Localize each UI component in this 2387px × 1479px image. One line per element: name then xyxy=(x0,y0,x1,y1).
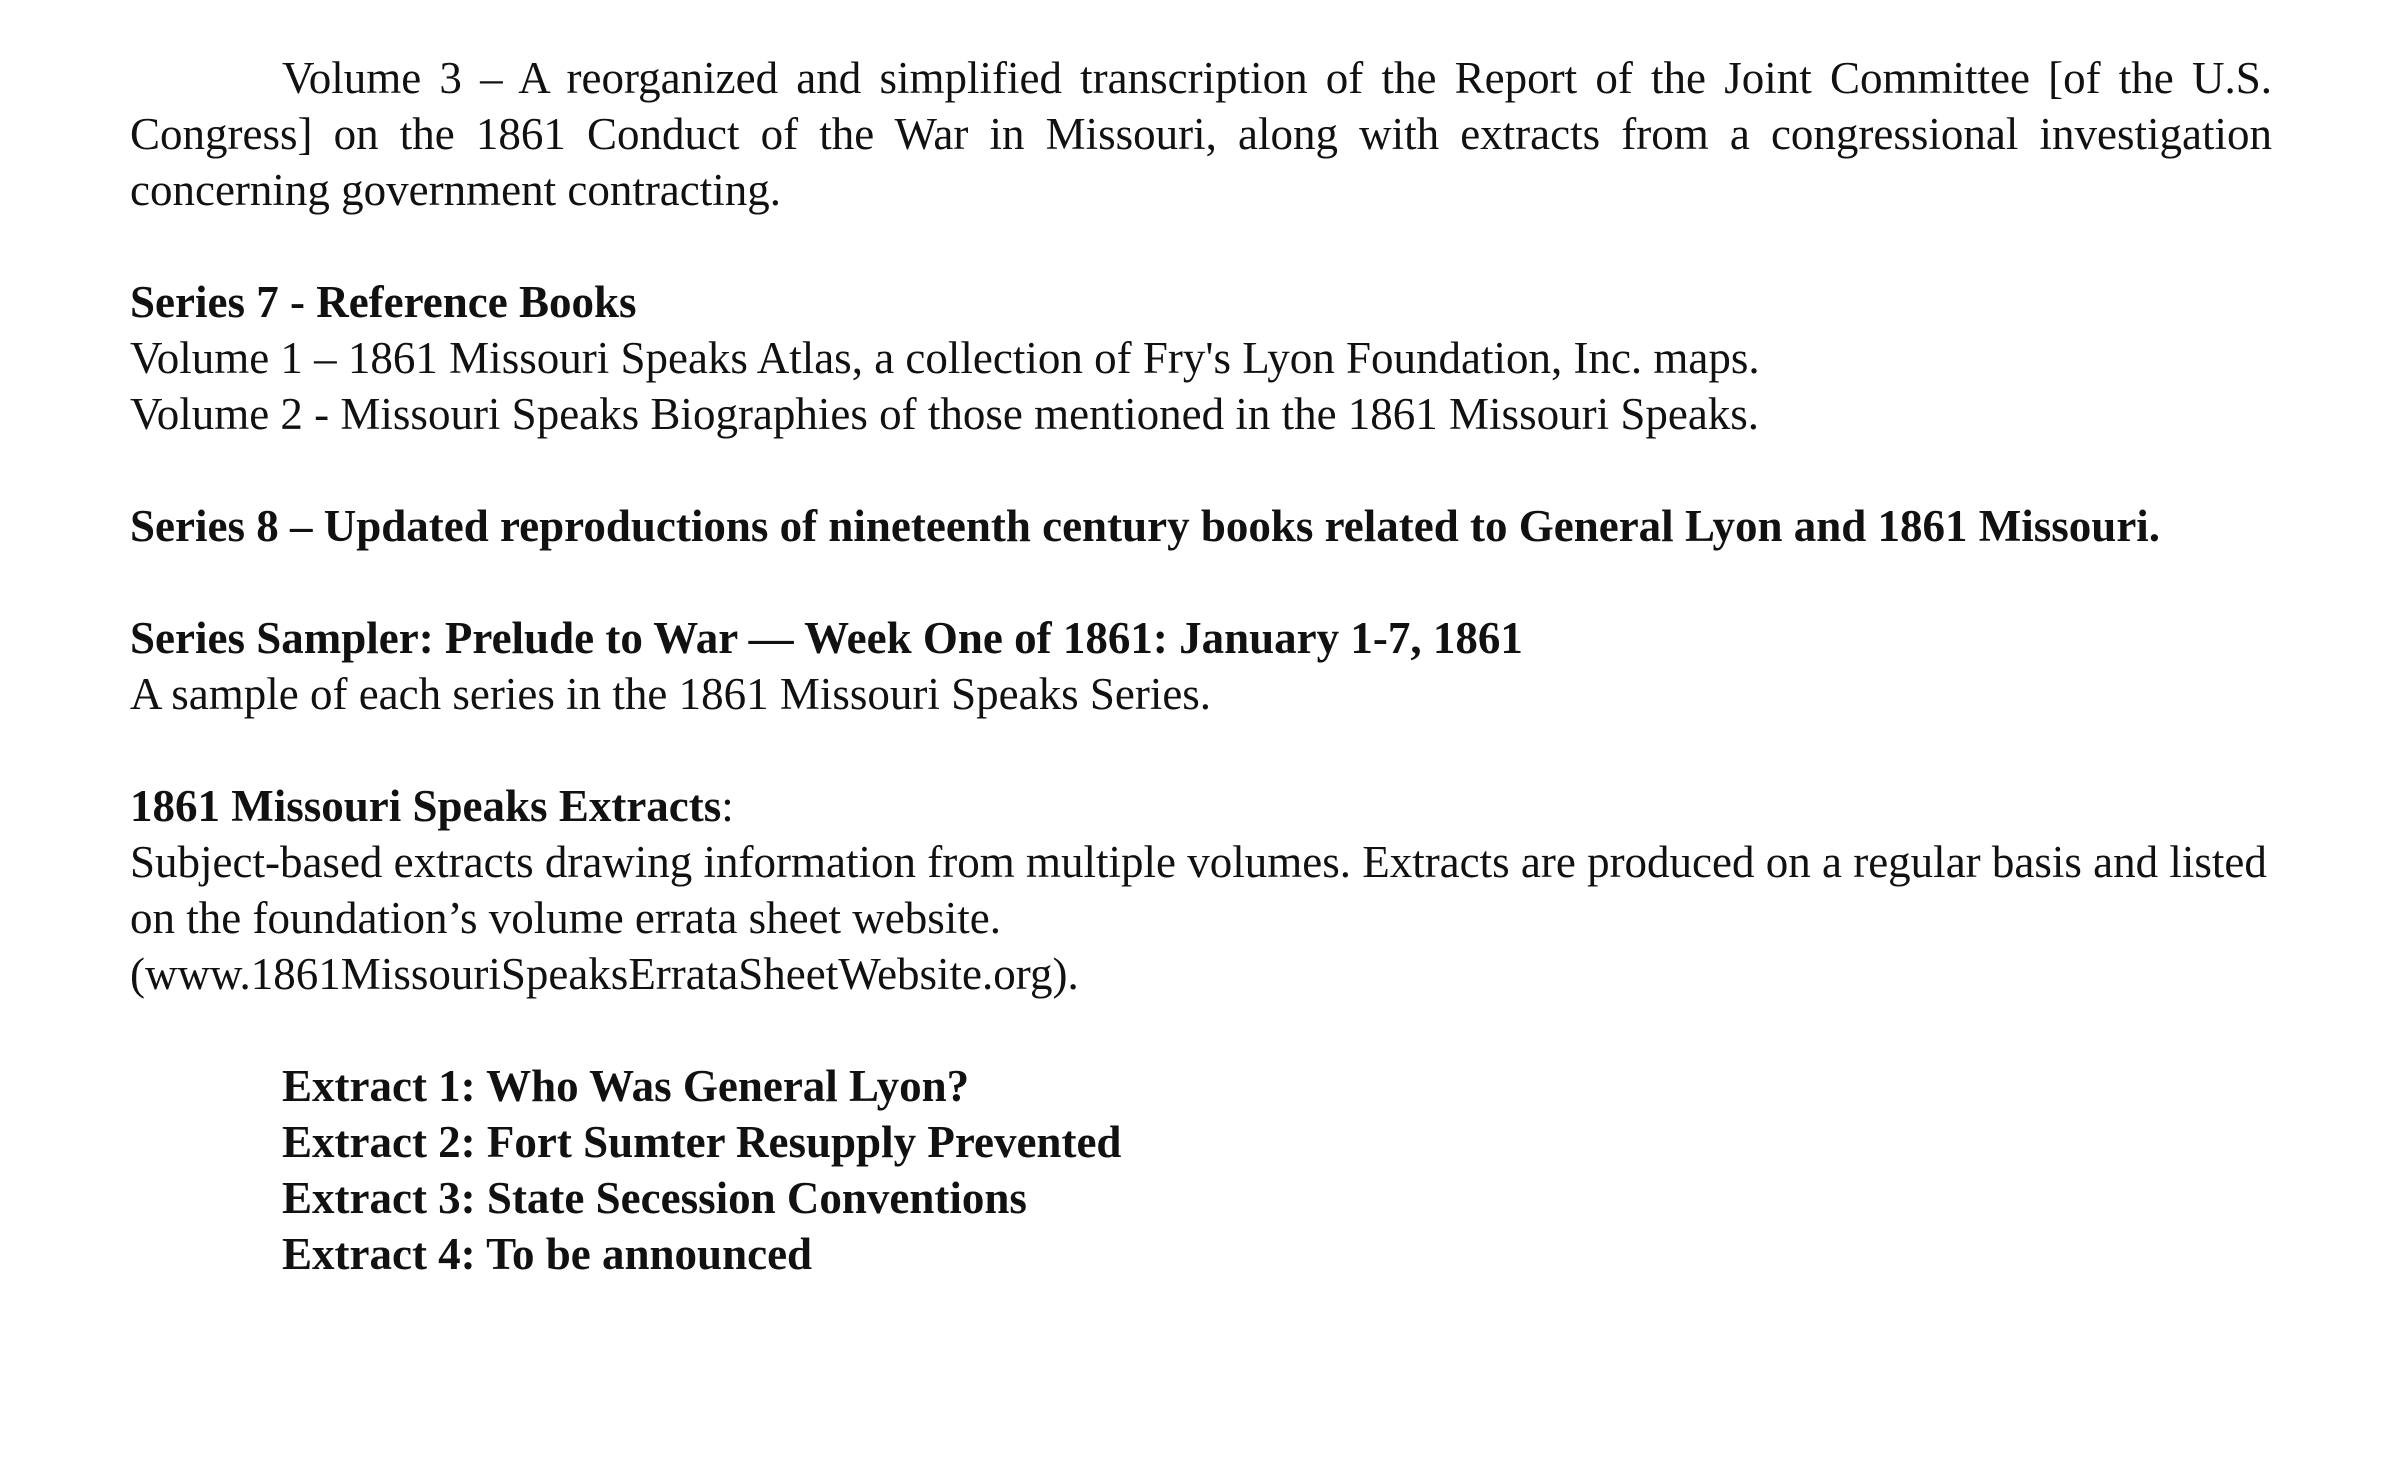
errata-website-url: (www.1861MissouriSpeaksErrataSheetWebsite.org). xyxy=(130,949,1079,999)
extract-item-2: Extract 2: Fort Sumter Resupply Prevented xyxy=(282,1117,1122,1167)
extract-list xyxy=(282,1058,2272,1282)
series-7-volume-2: Volume 2 - Missouri Speaks Biographies of those mentioned in the 1861 Missouri Speaks. xyxy=(130,389,1760,439)
document-page xyxy=(130,50,2272,1282)
series-7-volume-1: Volume 1 – 1861 Missouri Speaks Atlas, a collection of Fry's Lyon Foundation, Inc. maps. xyxy=(130,333,1760,383)
extract-item-4: Extract 4: To be announced xyxy=(282,1229,813,1279)
spacer xyxy=(130,554,2272,610)
spacer xyxy=(130,442,2272,498)
series-8-heading: Series 8 – Updated reproductions of nineteenth century books related to General Lyon and 1861 Missouri. xyxy=(130,501,2161,551)
extracts-heading-line xyxy=(130,778,2272,834)
extracts-heading-colon: : xyxy=(721,781,734,831)
extract-item-3: Extract 3: State Secession Conventions xyxy=(282,1173,1027,1223)
series-sampler-heading: Series Sampler: Prelude to War — Week One of 1861: January 1-7, 1861 xyxy=(130,613,1523,663)
extracts-description: Subject-based extracts drawing information from multiple volumes. Extracts are produced on a regular basis and listed on the foundation’s volume errata sheet website. xyxy=(130,837,2267,943)
extracts-heading: 1861 Missouri Speaks Extracts xyxy=(130,781,722,831)
extract-item-1: Extract 1: Who Was General Lyon? xyxy=(282,1061,970,1111)
spacer xyxy=(130,722,2272,778)
spacer xyxy=(130,218,2272,274)
volume-3-paragraph: Volume 3 – A reorganized and simplified transcription of the Report of the Joint Committee [of the U.S. Congress] on the 1861 Conduct of the War in Missouri, along with extracts from a congressional investigation concerning government contracting. xyxy=(130,53,2272,215)
spacer xyxy=(130,1002,2272,1058)
series-sampler-text: A sample of each series in the 1861 Missouri Speaks Series. xyxy=(130,669,1212,719)
series-7-heading: Series 7 - Reference Books xyxy=(130,277,637,327)
